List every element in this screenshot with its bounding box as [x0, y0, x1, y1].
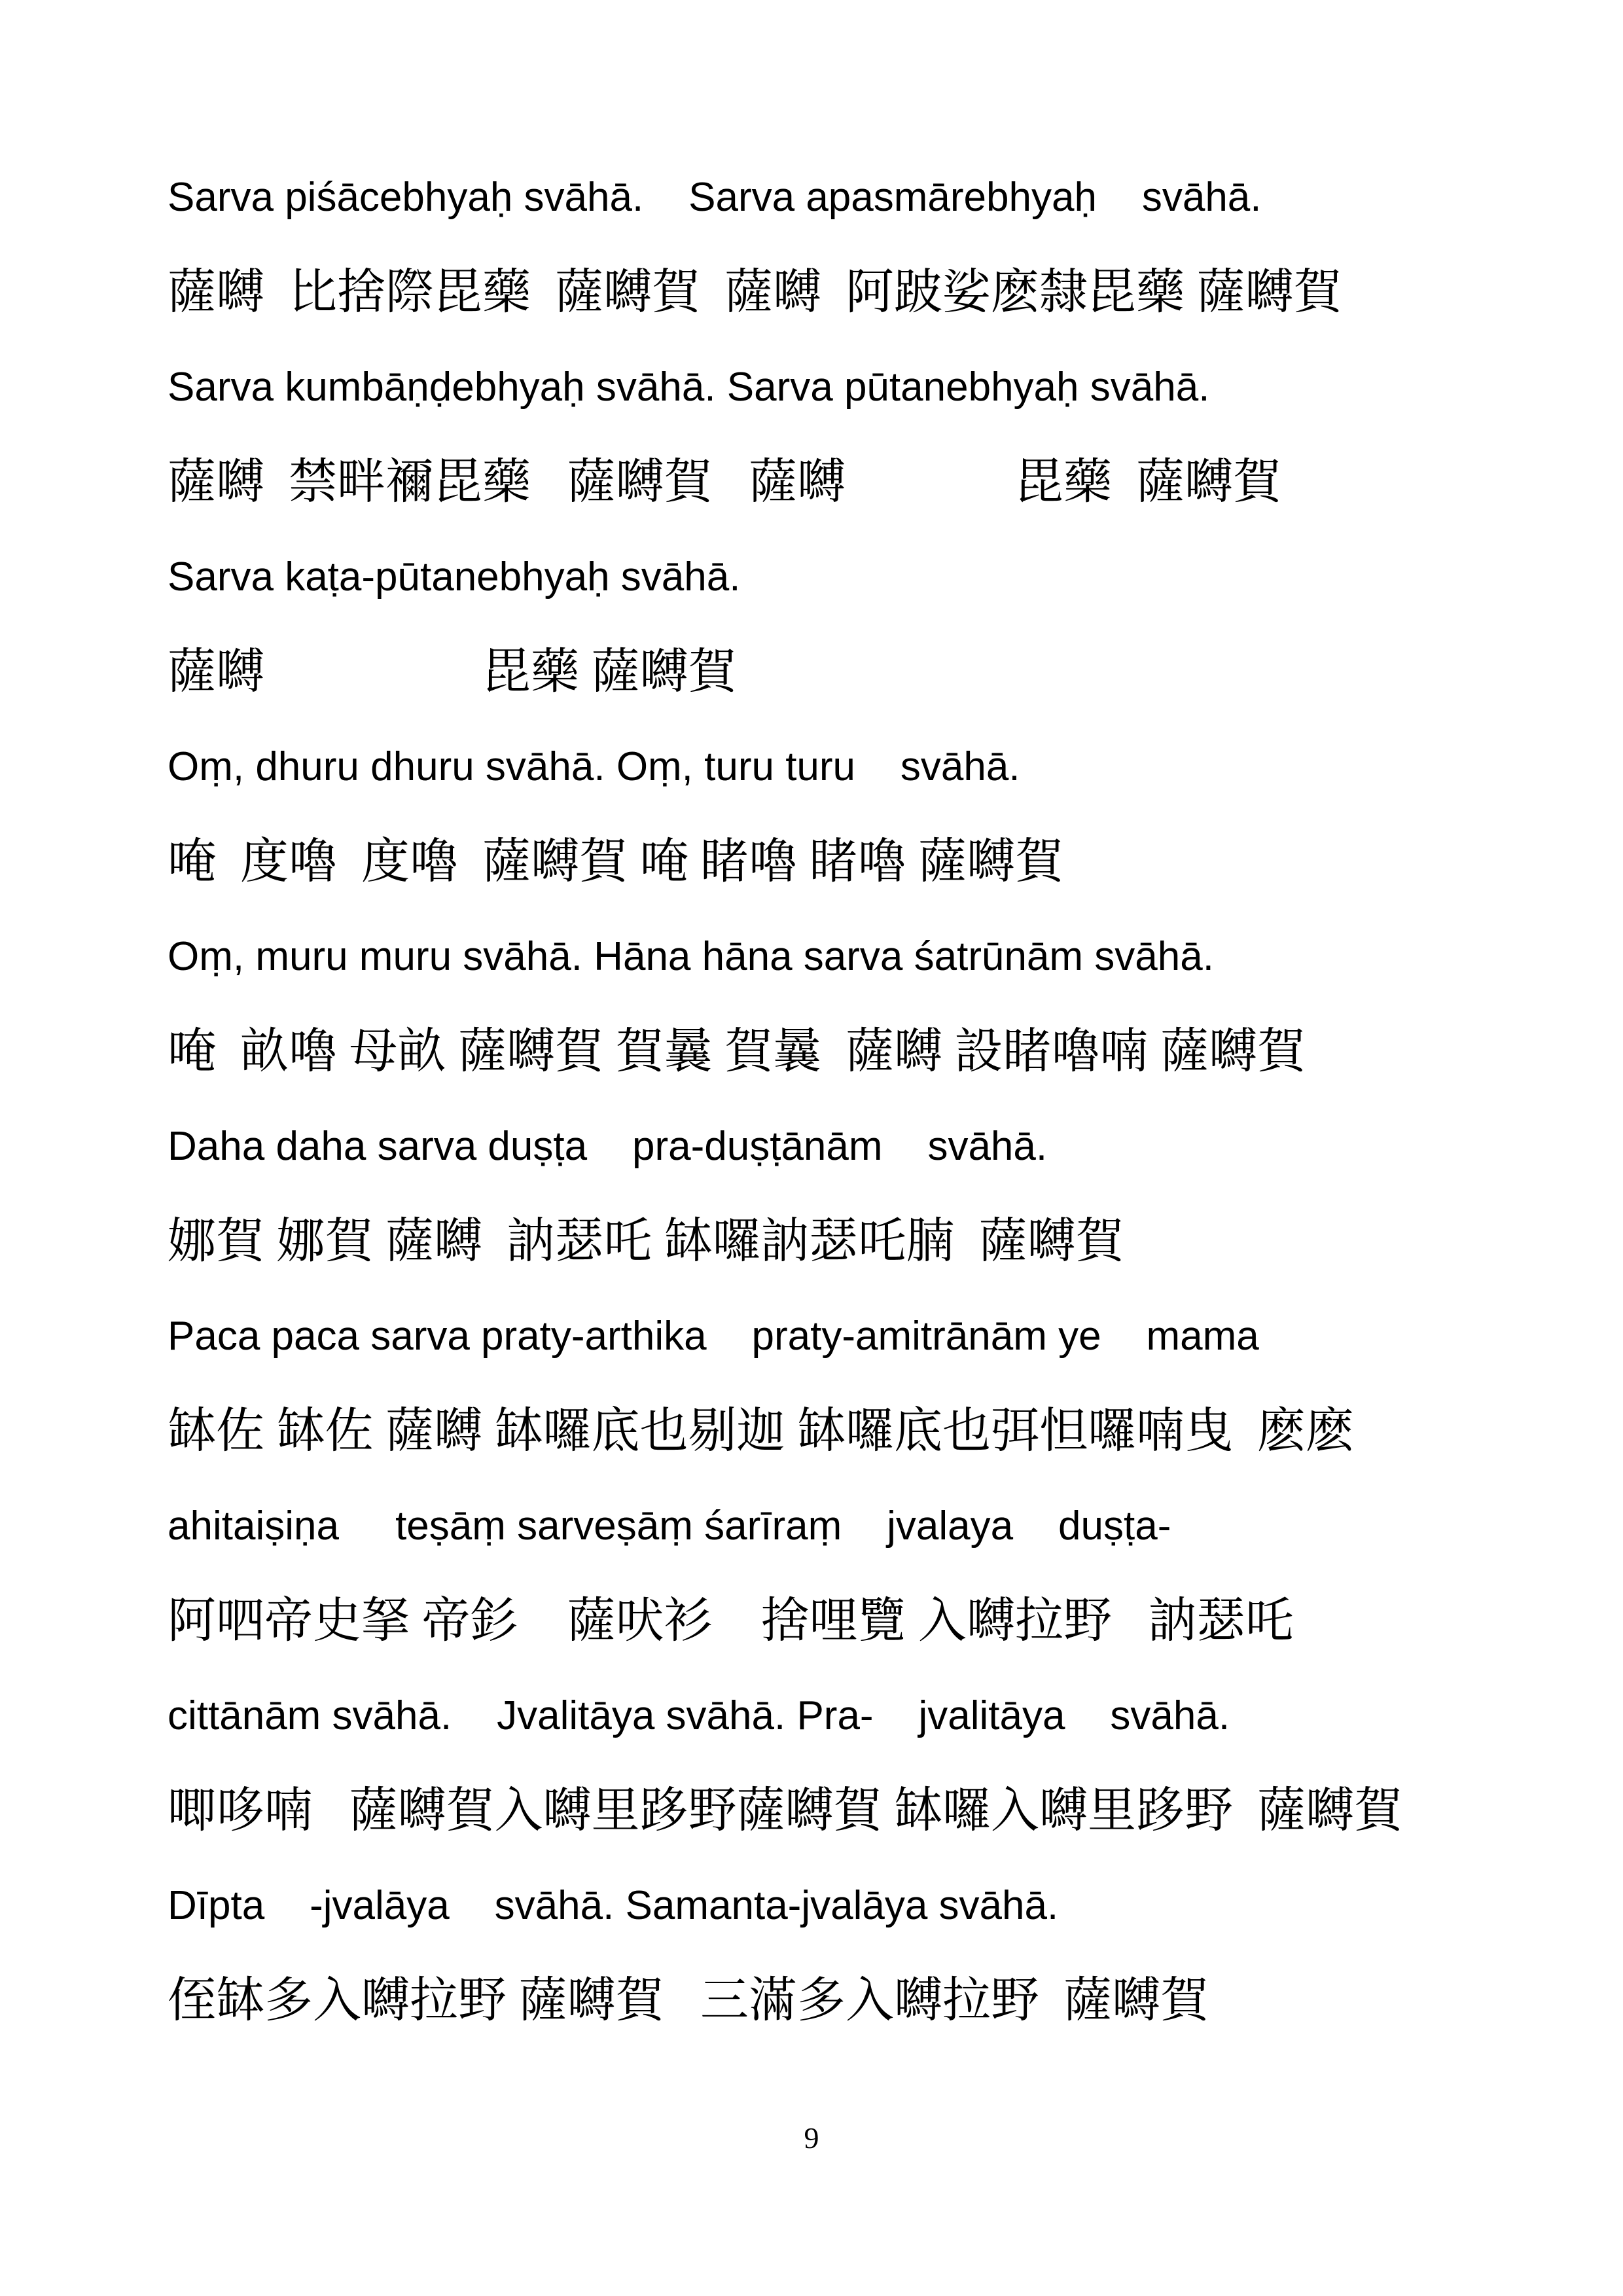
mantra-line-chinese: 阿呬帝史拏 帝釤 薩吠衫 捨哩覽 入嚩拉野 訥瑟吒 [168, 1594, 1294, 1648]
mantra-line-sanskrit: ahitaiṣiṇa teṣāṃ sarveṣāṃ śarīraṃ jvalaya duṣṭa- [168, 1503, 1171, 1549]
mantra-line-chinese: 娜賀 娜賀 薩嚩 訥瑟吒 缽囉訥瑟吒腩 薩嚩賀 [168, 1215, 1124, 1268]
mantra-line-chinese: 唧哆喃 薩嚩賀入嚩里跢野薩嚩賀 缽囉入嚩里跢野 薩嚩賀 [168, 1784, 1402, 1838]
mantra-line-sanskrit: Oṃ, muru muru svāhā. Hāna hāna sarva śatrūnām svāhā. [168, 934, 1214, 979]
mantra-line-chinese: 薩嚩 比捨際毘藥 薩嚩賀 薩嚩 阿跛娑麽隸毘藥 薩嚩賀 [168, 266, 1342, 319]
mantra-line-chinese: 薩嚩 禁畔禰毘藥 薩嚩賀 薩嚩 毘藥 薩嚩賀 [168, 456, 1281, 509]
mantra-line-sanskrit: Sarva kumbāṇḍebhyaḥ svāhā. Sarva pūtanebhyaḥ svāhā. [168, 365, 1210, 410]
mantra-line-chinese: 唵 畝嚕 母畝 薩嚩賀 賀曩 賀曩 薩嚩 設睹嚕喃 薩嚩賀 [168, 1025, 1306, 1079]
mantra-line-sanskrit: Paca paca sarva praty-arthika praty-amitrānām ye mama [168, 1314, 1259, 1359]
mantra-line-sanskrit: cittānām svāhā. Jvalitāya svāhā. Pra- jvalitāya svāhā. [168, 1693, 1230, 1738]
page-number: 9 [804, 2121, 819, 2155]
mantra-line-sanskrit: Sarva piśācebhyaḥ svāhā. Sarva apasmārebhyaḥ svāhā. [168, 175, 1262, 220]
mantra-line-chinese: 唵 度嚕 度嚕 薩嚩賀 唵 睹嚕 睹嚕 薩嚩賀 [168, 835, 1063, 889]
mantra-line-chinese: 缽佐 缽佐 薩嚩 缽囉底也剔迦 缽囉底也弭怛囉喃曳 麽麽 [168, 1405, 1354, 1458]
mantra-line-sanskrit: Oṃ, dhuru dhuru svāhā. Oṃ, turu turu svāhā. [168, 744, 1020, 789]
mantra-line-chinese: 薩嚩 毘藥 薩嚩賀 [168, 645, 737, 699]
mantra-line-chinese: 侄缽多入嚩拉野 薩嚩賀 三滿多入嚩拉野 薩嚩賀 [168, 1974, 1209, 2028]
mantra-line-sanskrit: Dīpta -jvalāya svāhā. Samanta-jvalāya svāhā. [168, 1883, 1059, 1928]
mantra-text-block [168, 152, 1509, 2050]
mantra-line-sanskrit: Daha daha sarva duṣṭa pra-duṣṭānām svāhā. [168, 1124, 1048, 1169]
mantra-line-sanskrit: Sarva kaṭa-pūtanebhyaḥ svāhā. [168, 554, 741, 600]
